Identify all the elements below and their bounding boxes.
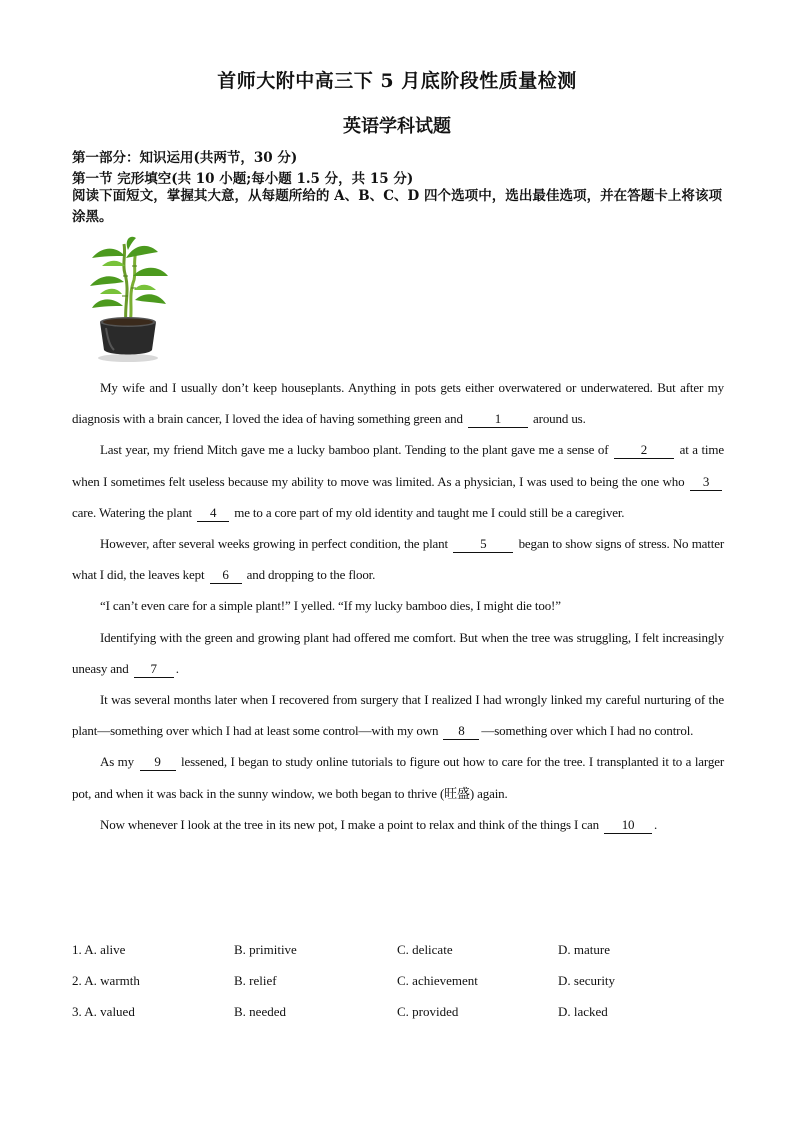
q1-option-b[interactable]: B. primitive	[234, 942, 297, 957]
blank-2: 2	[614, 442, 674, 459]
blank-7: 7	[134, 661, 174, 678]
q2-option-d[interactable]: D. security	[558, 973, 616, 988]
blank-6: 6	[210, 567, 242, 584]
q3-option-a[interactable]: 3. A. valued	[72, 1004, 135, 1019]
q3-option-d[interactable]: D. lacked	[558, 1004, 608, 1019]
answer-options	[72, 938, 732, 1031]
blank-1: 1	[468, 411, 528, 428]
blank-3: 3	[690, 474, 722, 491]
q2-option-b[interactable]: B. relief	[234, 973, 277, 988]
q1-option-a[interactable]: 1. A. alive	[72, 942, 126, 957]
passage-paragraph-6: It was several months later when I recovered from surgery that I realized I had wrongly linked my careful nurturing of the plant—something over which I had at least some control—with my own 8 —something over which I had no control.	[72, 692, 724, 739]
cloze-passage	[72, 372, 724, 840]
exam-title: 首师大附中高三下 5 月底阶段性质量检测	[217, 70, 577, 92]
subsection-heading: 第一节 完形填空(共 10 小题;每小题 1.5 分，共 15 分)	[72, 171, 414, 187]
passage-paragraph-5: Identifying with the green and growing plant had offered me comfort. But when the tree was struggling, I felt increasingly uneasy and 7 .	[72, 629, 724, 676]
blank-5: 5	[453, 536, 513, 553]
part-heading: 第一部分：知识运用(共两节，30 分)	[72, 150, 298, 166]
q3-option-b[interactable]: B. needed	[234, 1004, 286, 1019]
q1-option-c[interactable]: C. delicate	[397, 942, 453, 957]
blank-9: 9	[140, 754, 176, 771]
subject-title: 英语学科试题	[343, 116, 451, 137]
instructions: 阅读下面短文，掌握其大意，从每题所给的 A、B、C、D 四个选项中，选出最佳选项，并在答题卡上将该项涂黑。	[72, 188, 722, 225]
question-3-options	[72, 1000, 732, 1031]
q3-option-c[interactable]: C. provided	[397, 1004, 459, 1019]
passage-paragraph-1: My wife and I usually don’t keep houseplants. Anything in pots gets either overwatered or underwatered. But after my diagnosis with a brain cancer, I loved the idea of having something green and 1 around us.	[72, 380, 724, 427]
passage-paragraph-7: As my 9 lessened, I began to study online tutorials to figure out how to care for the tree. I transplanted it to a larger pot, and when it was back in the sunny window, we both began to thrive (旺盛) again.	[72, 754, 724, 801]
q2-option-c[interactable]: C. achievement	[397, 973, 478, 988]
q2-option-a[interactable]: 2. A. warmth	[72, 973, 140, 988]
passage-paragraph-8: Now whenever I look at the tree in its new pot, I make a point to relax and think of the things I can 10 .	[100, 816, 658, 832]
blank-10: 10	[604, 817, 652, 834]
passage-paragraph-4: “I can’t even care for a simple plant!” I yelled. “If my lucky bamboo dies, I might die too!”	[100, 598, 561, 614]
question-1-options	[72, 938, 732, 969]
blank-4: 4	[197, 505, 229, 522]
lucky-bamboo-plant-icon	[78, 236, 178, 366]
passage-paragraph-2: Last year, my friend Mitch gave me a lucky bamboo plant. Tending to the plant gave me a sense of 2 at a time when I sometimes felt useless because my ability to move was limited. As a physician, I was used to being the one who 3 care. Watering the plant 4 me to a core part of my old identity and taught me I could still be a caregiver.	[72, 442, 724, 520]
passage-paragraph-3: However, after several weeks growing in perfect condition, the plant 5 began to show signs of stress. No matter what I did, the leaves kept 6 and dropping to the floor.	[72, 536, 725, 583]
question-2-options	[72, 969, 732, 1000]
q1-option-d[interactable]: D. mature	[558, 942, 610, 957]
blank-8: 8	[443, 723, 479, 740]
